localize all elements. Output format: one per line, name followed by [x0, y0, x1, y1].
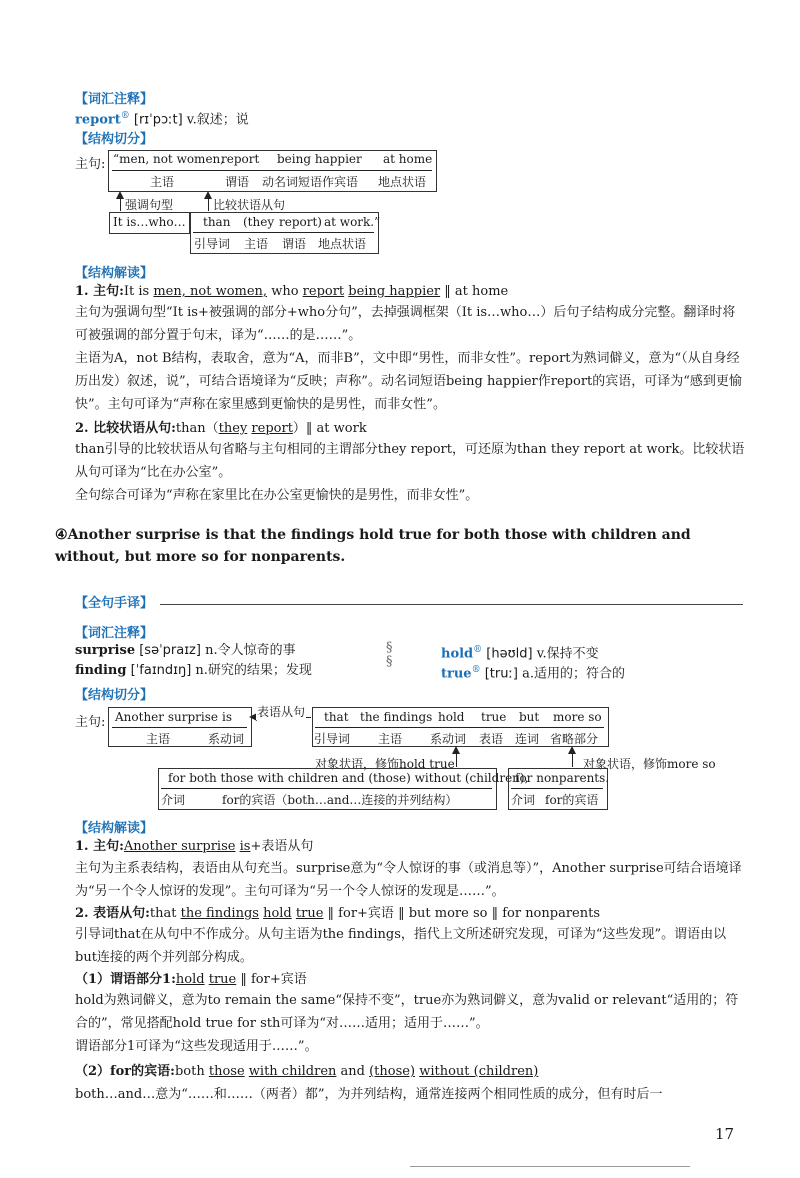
- vocab-entry: [441, 661, 625, 683]
- paragraph: than引导的比较状语从句省略与主句相同的主谓部分they report，可还原为than they report at work。比较状语从句可译为“比在办公室”。: [75, 442, 745, 480]
- diag-role: 引导词: [194, 237, 231, 251]
- diag-role: 谓语: [282, 237, 307, 251]
- diag-word: at work.”: [324, 215, 381, 229]
- point-heading: 1. 主句:: [75, 839, 124, 854]
- analysis-tag: 【结构解读】: [75, 266, 154, 281]
- sentence-text: Another surprise is that the findings hold true for both those with children and without, but more so for nonparents.: [55, 527, 691, 565]
- vocab-def: v.保持不变: [536, 646, 599, 662]
- diag-role: 表语: [479, 732, 504, 746]
- seg: being happier: [348, 284, 441, 299]
- paragraph: 谓语部分1可译为“这些发现适用于……”。: [75, 1039, 318, 1054]
- diag-role: for的宾语（both…and…连接的并列结构）: [222, 793, 458, 807]
- analysis-point-2: [75, 419, 367, 438]
- seg: those: [208, 1064, 245, 1079]
- diag-word: It is…who…: [113, 215, 186, 229]
- diag-word: for nonparents.: [515, 771, 610, 785]
- seg: ）‖ at work: [292, 421, 367, 436]
- seg: both: [174, 1064, 209, 1079]
- diag-role: for的宾语: [545, 793, 599, 807]
- seg: +表语从句: [250, 839, 314, 854]
- seg: with children: [248, 1064, 337, 1079]
- diag-role: 介词: [511, 793, 536, 807]
- seg: It is: [123, 284, 154, 299]
- vocab-def: n.研究的结果；发现: [195, 663, 312, 678]
- vocab-word: surprise: [75, 643, 136, 658]
- diag-role: 地点状语: [318, 237, 367, 251]
- diag-role: 介词: [161, 793, 186, 807]
- seg: than（: [175, 421, 219, 436]
- diag-word: at home: [383, 152, 433, 166]
- vocab-pron: [həʊld]: [486, 646, 533, 662]
- translation-line[interactable]: [160, 604, 743, 605]
- vocab-pron: [truː]: [484, 666, 518, 682]
- separator-icon: § §: [386, 640, 393, 669]
- diag-role: 地点状语: [378, 175, 427, 189]
- vocab-def: a.适用的；符合的: [522, 666, 625, 682]
- translation-tag: 【全句手译】: [75, 596, 154, 611]
- diag-role: 主语: [150, 175, 175, 189]
- paragraph: both…and…意为“……和……（两者）都”，为并列结构，通常连接两个相同性质的成分，但有时后一: [75, 1087, 663, 1102]
- diag-role: 主语: [378, 732, 403, 746]
- struct-tag: 【结构切分】: [75, 688, 154, 703]
- diag-word: than: [203, 215, 231, 229]
- diag-role: 省略部分: [550, 732, 599, 746]
- diag-role: 谓语: [225, 175, 250, 189]
- vocab-entry: [75, 661, 312, 680]
- ann-object-1: 对象状语，修饰hold true: [315, 757, 455, 771]
- diag-word: (they: [243, 215, 275, 229]
- point-heading: 2. 表语从句:: [75, 906, 150, 921]
- diag-word: Another surprise: [115, 710, 218, 724]
- diag-role: 主语: [244, 237, 269, 251]
- analysis-tag: 【结构解读】: [75, 821, 154, 836]
- diag-word: more so: [553, 710, 602, 724]
- seg: is: [239, 839, 251, 854]
- point-heading: （2）for的宾语:: [75, 1064, 175, 1079]
- seg: men, not women,: [153, 284, 268, 299]
- paragraph: 主语为A，not B结构，表取舍，意为“A，而非B”，文中即“男性，而非女性”。report为熟词僻义，意为“（从自身经历出发）叙述，说”，可结合语境译为“反映；声称”。动名词短语being happier作report的宾语，可译为“感到更愉快”。主句可译为“声称在家里感到更愉快的是男性，而非女性”。: [75, 351, 742, 412]
- diag-role: 系动词: [208, 732, 245, 746]
- footer-rule: [410, 1166, 690, 1167]
- badge-icon: ®: [473, 645, 483, 655]
- diag-word: being happier: [277, 152, 362, 166]
- point-heading: （1）谓语部分1:: [75, 972, 176, 987]
- vocab-pron: [ˈfaɪndɪŋ]: [130, 663, 192, 678]
- seg: hold: [175, 972, 205, 987]
- ann-object-2: 对象状语，修饰more so: [583, 757, 716, 771]
- diag-word: report: [221, 152, 260, 166]
- seg: who: [267, 284, 303, 299]
- paragraph: 全句综合可译为“声称在家里比在办公室更愉快的是男性，而非女性”。: [75, 488, 479, 503]
- badge-icon: ®: [120, 111, 130, 121]
- seg: ‖ for+宾语: [236, 972, 307, 987]
- seg: report: [251, 421, 293, 436]
- analysis-subpoint-2: [75, 1062, 538, 1081]
- paragraph: hold为熟词僻义，意为to remain the same“保持不变”，true亦为熟词僻义，意为valid or relevant“适用的；符合的”，常见搭配hold true for sth可译为“对……适用；适用于……”。: [75, 993, 739, 1031]
- diag-role: 动名词短语作宾语: [262, 175, 359, 189]
- diag-word: report): [279, 215, 322, 229]
- seg: ‖ at home: [440, 284, 509, 299]
- diag-role: 系动词: [430, 732, 467, 746]
- vocab-tag: 【词汇注释】: [75, 92, 154, 107]
- diag-word: true: [481, 710, 507, 724]
- ann-comparative: 比较状语从句: [213, 198, 286, 212]
- seg: without (children): [419, 1064, 539, 1079]
- sentence-4: [55, 524, 745, 568]
- badge-icon: ®: [471, 665, 481, 675]
- seg: that: [149, 906, 181, 921]
- seg: report: [302, 284, 345, 299]
- seg: true: [295, 906, 324, 921]
- analysis-point-2: [75, 904, 600, 923]
- ann-predicative: 表语从句: [257, 705, 306, 719]
- diag-word: the findings: [360, 710, 433, 724]
- point-heading: 2. 比较状语从句:: [75, 421, 176, 436]
- sentence-number: ④: [55, 527, 68, 543]
- page-number: 17: [715, 1125, 735, 1143]
- seg: ‖ for+宾语 ‖ but more so ‖ for nonparents: [323, 906, 601, 921]
- analysis-point-1: [75, 282, 508, 301]
- diag-role: 连词: [515, 732, 540, 746]
- vocab-word: true: [441, 666, 472, 682]
- ann-emphasis: 强调句型: [125, 198, 174, 212]
- vocab-def: n.令人惊奇的事: [205, 643, 296, 658]
- struct-tag: 【结构切分】: [75, 132, 154, 147]
- analysis-subpoint-1: [75, 970, 307, 989]
- diag-word: is: [222, 710, 232, 724]
- vocab-word: hold: [441, 646, 474, 662]
- diag-role: 引导词: [314, 732, 351, 746]
- seg: and: [336, 1064, 370, 1079]
- vocab-def: v.叙述；说: [186, 112, 249, 128]
- paragraph: 引导词that在从句中不作成分。从句主语为the findings，指代上文所述研究发现，可译为“这些发现”。谓语由以but连接的两个并列部分构成。: [75, 927, 727, 965]
- diag-role: 主语: [146, 732, 171, 746]
- diag-word: “men, not women,: [113, 152, 225, 166]
- seg: Another surprise: [123, 839, 236, 854]
- seg: hold: [263, 906, 292, 921]
- seg: they: [218, 421, 248, 436]
- vocab-entry-report: [75, 107, 249, 129]
- main-clause-label: 主句:: [75, 715, 106, 730]
- seg: true: [208, 972, 237, 987]
- vocab-entry: [75, 641, 296, 660]
- vocab-tag: 【词汇注释】: [75, 626, 154, 641]
- vocab-pron: [rɪˈpɔːt]: [133, 112, 183, 128]
- diag-word: hold: [438, 710, 465, 724]
- seg: the findings: [180, 906, 259, 921]
- diag-word: but: [519, 710, 540, 724]
- analysis-point-1: [75, 837, 313, 856]
- point-heading: 1. 主句:: [75, 284, 124, 299]
- main-clause-label: 主句:: [75, 157, 106, 172]
- vocab-pron: [səˈpraɪz]: [139, 643, 201, 658]
- diag-word: that: [324, 710, 349, 724]
- vocab-word: report: [75, 112, 121, 128]
- vocab-entry: [441, 641, 599, 663]
- seg: (those): [369, 1064, 416, 1079]
- diag-word: for both those with children and (those) without (children),: [168, 771, 529, 785]
- paragraph: 主句为强调句型“It is+被强调的部分+who分句”，去掉强调框架（It is…who…）后句子结构成分完整。翻译时将可被强调的部分置于句末，译为“……的是……”。: [75, 305, 736, 343]
- vocab-word: finding: [75, 663, 127, 678]
- paragraph: 主句为主系表结构，表语由从句充当。surprise意为“令人惊讶的事（或消息等）”，Another surprise可结合语境译为“另一个令人惊讶的发现”。主句可译为“另一个令人惊讶的发现是……”。: [75, 861, 742, 899]
